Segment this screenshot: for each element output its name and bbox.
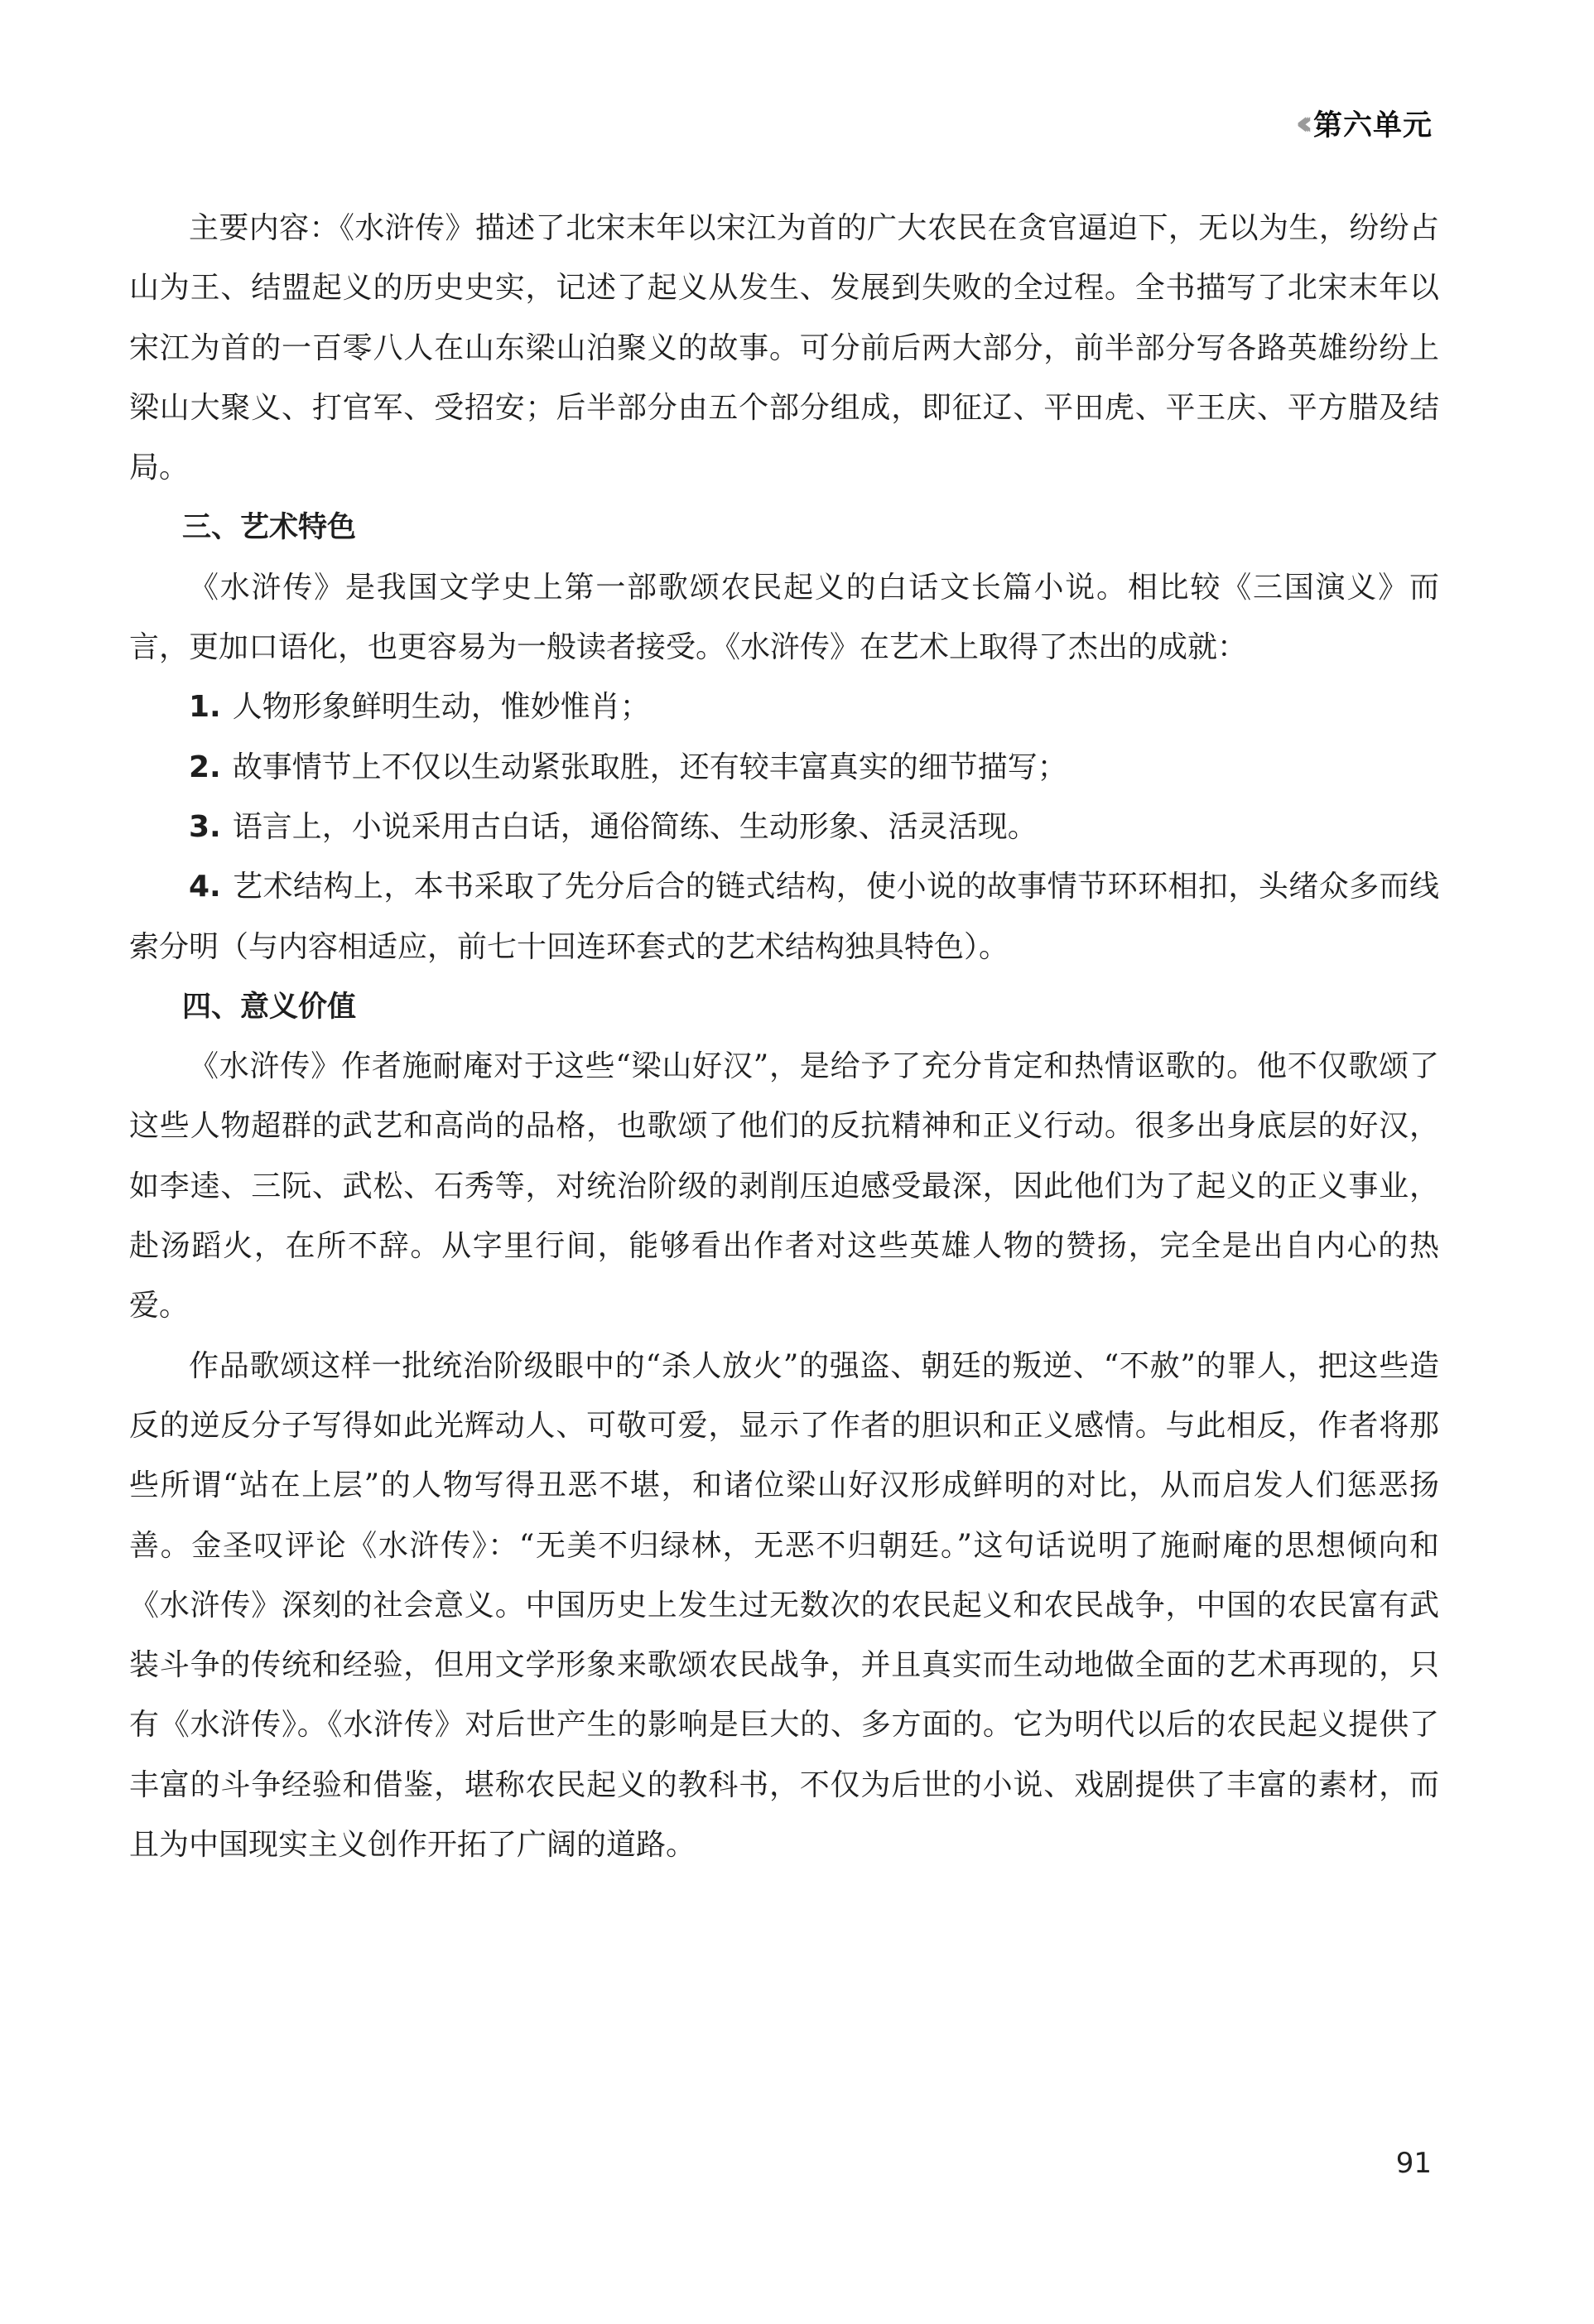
page-body — [129, 199, 1439, 1875]
list-item-number: 4. — [189, 870, 221, 904]
section-heading-art-features: 三、艺术特色 — [182, 511, 357, 545]
section-heading-significance: 四、意义价值 — [182, 990, 357, 1024]
list-item — [129, 677, 1439, 737]
list-item-text: 艺术结构上，本书采取了先分后合的链式结构，使小说的故事情节环环相扣，头绪众多而线索分明（与内容相适应，前七十回连环套式的艺术结构独具特色）。 — [129, 870, 1439, 964]
unit-title: 第六单元 — [1312, 109, 1433, 142]
list-item-number: 3. — [189, 809, 221, 844]
list-item-text: 语言上，小说采用古白话，通俗简练、生动形象、活灵活现。 — [232, 809, 1038, 844]
list-item-text: 人物形象鲜明生动，惟妙惟肖； — [232, 690, 650, 725]
art-features-intro: 《水浒传》是我国文学史上第一部歌颂农民起义的白话文长篇小说。相比较《三国演义》而言，更加口语化，也更容易为一般读者接受。《水浒传》在艺术上取得了杰出的成就： — [129, 570, 1439, 665]
list-item-text: 故事情节上不仅以生动紧张取胜，还有较丰富真实的细节描写； — [232, 750, 1067, 784]
significance-paragraph-2: 作品歌颂这样一批统治阶级眼中的“杀人放火”的强盗、朝廷的叛逆、“不赦”的罪人，把这些造反的逆反分子写得如此光辉动人、可敬可爱，显示了作者的胆识和正义感情。与此相反，作者将那些所谓“站在上层”的人物写得丑恶不堪，和诸位梁山好汉形成鲜明的对比，从而启发人们惩恶扬善。金圣叹评论《水浒传》：“无美不归绿林，无恶不归朝廷。”这句话说明了施耐庵的思想倾向和《水浒传》深刻的社会意义。中国历史上发生过无数次的农民起义和农民战争，中国的农民富有武装斗争的传统和经验，但用文学形象来歌颂农民战争，并且真实而生动地做全面的艺术再现的，只有《水浒传》。《水浒传》对后世产生的影响是巨大的、多方面的。它为明代以后的农民起义提供了丰富的斗争经验和借鉴，堪称农民起义的教科书，不仅为后世的小说、戏剧提供了丰富的素材，而且为中国现实主义创作开拓了广阔的道路。 — [129, 1348, 1439, 1863]
page-number: 91 — [1395, 2147, 1432, 2180]
list-item — [129, 857, 1439, 977]
list-item-number: 2. — [189, 750, 221, 784]
list-item-number: 1. — [189, 690, 221, 725]
list-item — [129, 798, 1439, 857]
chevrons-left-icon: ‹ ‹ ‹ — [1295, 104, 1302, 142]
list-item — [129, 738, 1439, 798]
main-content-paragraph: 主要内容：《水浒传》描述了北宋末年以宋江为首的广大农民在贪官逼迫下，无以为生，纷纷占山为王、结盟起义的历史史实，记述了起义从发生、发展到失败的全过程。全书描写了北宋末年以宋江为首的一百零八人在山东梁山泊聚义的故事。可分前后两大部分，前半部分写各路英雄纷纷上梁山大聚义、打官军、受招安；后半部分由五个部分组成，即征辽、平田虎、平王庆、平方腊及结局。 — [129, 211, 1439, 485]
unit-header — [1296, 103, 1433, 144]
significance-paragraph-1: 《水浒传》作者施耐庵对于这些“梁山好汉”，是给予了充分肯定和热情讴歌的。他不仅歌颂了这些人物超群的武艺和高尚的品格，也歌颂了他们的反抗精神和正义行动。很多出身底层的好汉，如李逵、三阮、武松、石秀等，对统治阶级的剥削压迫感受最深，因此他们为了起义的正义事业，赴汤蹈火，在所不辞。从字里行间，能够看出作者对这些英雄人物的赞扬，完全是出自内心的热爱。 — [129, 1049, 1439, 1324]
